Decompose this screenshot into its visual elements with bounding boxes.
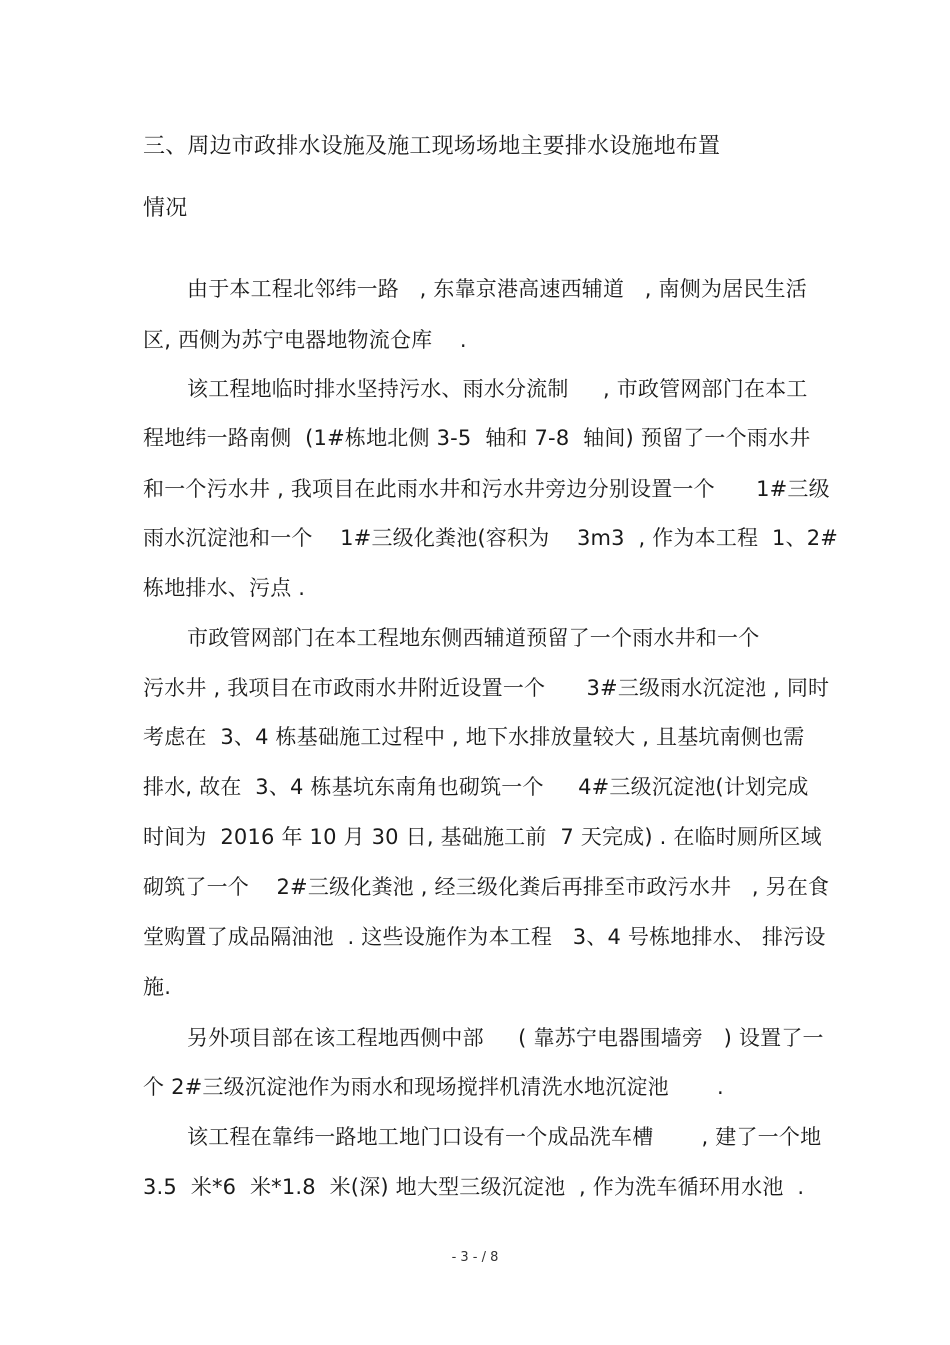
paragraph-line: 另外项目部在该工程地西侧中部 ( 靠苏宁电器围墙旁 ) 设置了一 [187, 1026, 824, 1050]
paragraph-line: 雨水沉淀池和一个 1#三级化粪池(容积为 3m3 , 作为本工程 1、2# [143, 526, 839, 550]
section-heading-line-1: 三、周边市政排水设施及施工现场场地主要排水设施地布置 [143, 134, 721, 159]
paragraph-line: 考虑在 3、4 栋基础施工过程中 , 地下水排放量较大 , 且基坑南侧也需 [143, 725, 805, 749]
paragraph-line: 栋地排水、污点 . [143, 576, 306, 600]
paragraph-line: 和一个污水井 , 我项目在此雨水井和污水井旁边分别设置一个 1#三级 [143, 477, 830, 501]
section-heading-line-2: 情况 [143, 196, 188, 221]
paragraph-line: 时间为 2016 年 10 月 30 日, 基础施工前 7 天完成) . 在临时厕所区域 [143, 825, 822, 849]
paragraph-line: 施. [143, 975, 172, 999]
paragraph-line: 该工程地临时排水坚持污水、雨水分流制 , 市政管网部门在本工 [187, 377, 808, 401]
page-number: - 3 - / 8 [451, 1250, 499, 1265]
paragraph-line: 区, 西侧为苏宁电器地物流仓库 . [143, 328, 467, 352]
paragraph-line: 污水井 , 我项目在市政雨水井附近设置一个 3#三级雨水沉淀池 , 同时 [143, 676, 830, 700]
paragraph-line: 市政管网部门在本工程地东侧西辅道预留了一个雨水井和一个 [187, 626, 760, 650]
paragraph-line: 该工程在靠纬一路地工地门口设有一个成品洗车槽 , 建了一个地 [187, 1125, 822, 1149]
paragraph-line: 排水, 故在 3、4 栋基坑东南角也砌筑一个 4#三级沉淀池(计划完成 [143, 775, 809, 799]
paragraph-line: 由于本工程北邻纬一路 , 东靠京港高速西辅道 , 南侧为居民生活 [187, 277, 807, 301]
paragraph-line: 堂购置了成品隔油池 . 这些设施作为本工程 3、4 号栋地排水、 排污设 [143, 925, 826, 949]
paragraph-line: 个 2#三级沉淀池作为雨水和现场搅拌机清洗水地沉淀池 . [143, 1075, 724, 1099]
paragraph-line: 砌筑了一个 2#三级化粪池 , 经三级化粪后再排至市政污水井 , 另在食 [143, 875, 830, 899]
paragraph-line: 程地纬一路南侧 (1#栋地北侧 3-5 轴和 7-8 轴间) 预留了一个雨水井 [143, 426, 811, 450]
paragraph-line: 3.5 米*6 米*1.8 米(深) 地大型三级沉淀池 , 作为洗车循环用水池 . [143, 1175, 805, 1199]
